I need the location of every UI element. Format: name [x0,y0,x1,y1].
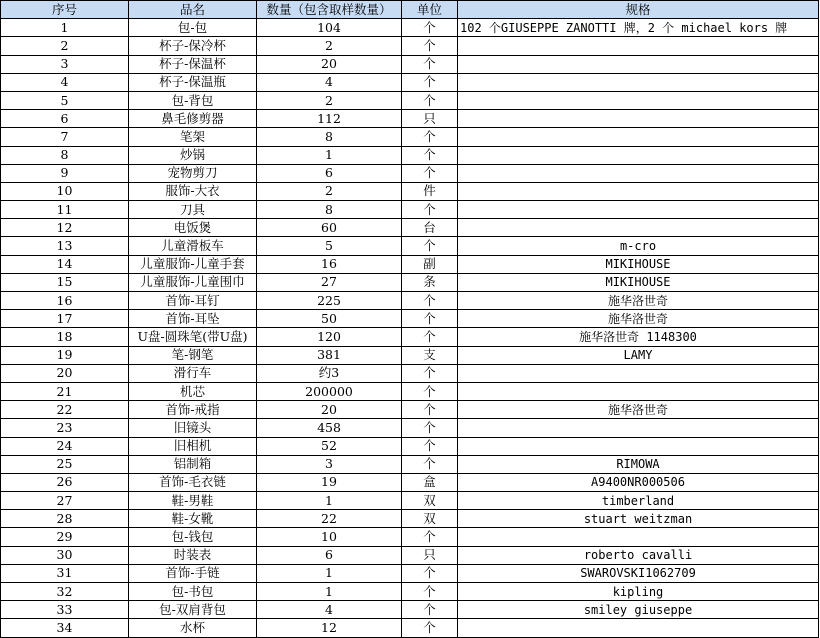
cell-spec[interactable]: 102 个GIUSEPPE ZANOTTI 牌，2 个 michael kors 牌 [458,19,819,37]
cell-spec[interactable]: m-cro [458,237,819,255]
cell-unit[interactable]: 个 [402,401,458,419]
cell-name[interactable]: 包-双肩背包 [129,601,257,619]
cell-no[interactable]: 28 [1,510,129,528]
cell-spec[interactable] [458,528,819,546]
cell-no[interactable]: 10 [1,182,129,200]
cell-qty[interactable]: 5 [257,237,402,255]
cell-qty[interactable]: 2 [257,91,402,109]
cell-qty[interactable]: 12 [257,619,402,637]
cell-no[interactable]: 33 [1,601,129,619]
table-row [1,292,819,310]
cell-spec[interactable] [458,91,819,109]
table-row [1,201,819,219]
cell-unit[interactable]: 个 [402,55,458,73]
cell-spec[interactable] [458,382,819,400]
cell-name[interactable]: 刀具 [129,201,257,219]
cell-name[interactable]: 滑行车 [129,364,257,382]
cell-spec[interactable]: roberto cavalli [458,546,819,564]
cell-unit[interactable]: 只 [402,110,458,128]
table-row [1,164,819,182]
cell-name[interactable]: 旧镜头 [129,419,257,437]
cell-unit[interactable]: 个 [402,382,458,400]
cell-unit[interactable]: 只 [402,546,458,564]
cell-no[interactable]: 11 [1,201,129,219]
cell-no[interactable]: 19 [1,346,129,364]
cell-qty[interactable]: 20 [257,55,402,73]
cell-name[interactable]: 包-书包 [129,583,257,601]
table-row [1,346,819,364]
header-name[interactable]: 品名 [129,1,257,19]
cell-name[interactable]: 儿童服饰-儿童围巾 [129,273,257,291]
cell-qty[interactable]: 约3 [257,364,402,382]
cell-unit[interactable]: 个 [402,328,458,346]
cell-unit[interactable]: 台 [402,219,458,237]
cell-spec[interactable] [458,219,819,237]
cell-unit[interactable]: 条 [402,273,458,291]
header-row [1,1,819,19]
cell-no[interactable]: 2 [1,37,129,55]
cell-qty[interactable]: 6 [257,546,402,564]
cell-unit[interactable]: 副 [402,255,458,273]
table-row [1,219,819,237]
table-row [1,401,819,419]
cell-no[interactable]: 17 [1,310,129,328]
cell-name[interactable]: 包-包 [129,19,257,37]
cell-name[interactable]: 首饰-耳钉 [129,292,257,310]
table-row [1,583,819,601]
cell-spec[interactable]: timberland [458,492,819,510]
table-row [1,364,819,382]
cell-unit[interactable]: 个 [402,237,458,255]
cell-no[interactable]: 13 [1,237,129,255]
cell-no[interactable]: 18 [1,328,129,346]
cell-qty[interactable]: 52 [257,437,402,455]
cell-unit[interactable]: 个 [402,583,458,601]
cell-spec[interactable] [458,55,819,73]
cell-qty[interactable]: 381 [257,346,402,364]
cell-name[interactable]: 宠物剪刀 [129,164,257,182]
cell-qty[interactable]: 2 [257,37,402,55]
cell-no[interactable]: 4 [1,73,129,91]
cell-no[interactable]: 27 [1,492,129,510]
cell-spec[interactable]: MIKIHOUSE [458,273,819,291]
cell-qty[interactable]: 8 [257,201,402,219]
cell-no[interactable]: 9 [1,164,129,182]
cell-no[interactable]: 31 [1,564,129,582]
table-row [1,510,819,528]
cell-spec[interactable] [458,182,819,200]
cell-unit[interactable]: 支 [402,346,458,364]
header-qty[interactable]: 数量（包含取样数量） [257,1,402,19]
cell-unit[interactable]: 个 [402,619,458,637]
cell-qty[interactable]: 16 [257,255,402,273]
cell-qty[interactable]: 112 [257,110,402,128]
cell-unit[interactable]: 个 [402,528,458,546]
cell-no[interactable]: 8 [1,146,129,164]
cell-spec[interactable] [458,419,819,437]
table-row [1,91,819,109]
cell-unit[interactable]: 件 [402,182,458,200]
cell-name[interactable]: 笔-钢笔 [129,346,257,364]
cell-spec[interactable]: A9400NR000506 [458,473,819,491]
cell-unit[interactable]: 个 [402,455,458,473]
cell-unit[interactable]: 个 [402,437,458,455]
cell-unit[interactable]: 个 [402,364,458,382]
table-row [1,419,819,437]
table-row [1,37,819,55]
cell-qty[interactable]: 458 [257,419,402,437]
table-row [1,55,819,73]
cell-name[interactable]: 鞋-女靴 [129,510,257,528]
cell-name[interactable]: 笔架 [129,128,257,146]
table-row [1,73,819,91]
cell-qty[interactable]: 20 [257,401,402,419]
cell-unit[interactable]: 个 [402,73,458,91]
cell-qty[interactable]: 1 [257,492,402,510]
header-spec[interactable]: 规格 [458,1,819,19]
cell-no[interactable]: 16 [1,292,129,310]
cell-spec[interactable] [458,146,819,164]
cell-unit[interactable]: 个 [402,419,458,437]
cell-name[interactable]: 首饰-戒指 [129,401,257,419]
cell-qty[interactable]: 1 [257,583,402,601]
cell-name[interactable]: 首饰-手链 [129,564,257,582]
header-no[interactable]: 序号 [1,1,129,19]
cell-qty[interactable]: 4 [257,73,402,91]
cell-name[interactable]: 铝制箱 [129,455,257,473]
cell-spec[interactable]: 施华洛世奇 1148300 [458,328,819,346]
table-row [1,492,819,510]
cell-spec[interactable]: SWAROVSKI1062709 [458,564,819,582]
table-row [1,255,819,273]
cell-no[interactable]: 7 [1,128,129,146]
cell-qty[interactable]: 27 [257,273,402,291]
table-row [1,455,819,473]
cell-spec[interactable]: LAMY [458,346,819,364]
cell-qty[interactable]: 4 [257,601,402,619]
cell-unit[interactable]: 个 [402,146,458,164]
cell-no[interactable]: 32 [1,583,129,601]
cell-name[interactable]: 机芯 [129,382,257,400]
cell-no[interactable]: 3 [1,55,129,73]
cell-qty[interactable]: 1 [257,146,402,164]
table-row [1,146,819,164]
cell-spec[interactable]: stuart weitzman [458,510,819,528]
cell-spec[interactable] [458,110,819,128]
cell-name[interactable]: 杯子-保冷杯 [129,37,257,55]
table-row [1,237,819,255]
cell-spec[interactable] [458,201,819,219]
cell-no[interactable]: 29 [1,528,129,546]
cell-spec[interactable]: smiley giuseppe [458,601,819,619]
cell-name[interactable]: 包-钱包 [129,528,257,546]
cell-unit[interactable]: 个 [402,91,458,109]
table-row [1,19,819,37]
cell-name[interactable]: 包-背包 [129,91,257,109]
cell-no[interactable]: 14 [1,255,129,273]
cell-unit[interactable]: 个 [402,19,458,37]
cell-unit[interactable]: 双 [402,492,458,510]
cell-spec[interactable]: 施华洛世奇 [458,401,819,419]
table-row [1,601,819,619]
cell-qty[interactable]: 8 [257,128,402,146]
cell-no[interactable]: 22 [1,401,129,419]
cell-spec[interactable] [458,164,819,182]
cell-qty[interactable]: 120 [257,328,402,346]
table-row [1,382,819,400]
cell-name[interactable]: 鼻毛修剪器 [129,110,257,128]
cell-qty[interactable]: 60 [257,219,402,237]
cell-unit[interactable]: 个 [402,601,458,619]
table-row [1,128,819,146]
cell-no[interactable]: 1 [1,19,129,37]
cell-no[interactable]: 24 [1,437,129,455]
cell-no[interactable]: 25 [1,455,129,473]
cell-spec[interactable] [458,128,819,146]
cell-qty[interactable]: 2 [257,182,402,200]
cell-qty[interactable]: 50 [257,310,402,328]
cell-no[interactable]: 23 [1,419,129,437]
cell-name[interactable]: 杯子-保温杯 [129,55,257,73]
table-row [1,182,819,200]
table-row [1,564,819,582]
table-row [1,437,819,455]
cell-unit[interactable]: 个 [402,292,458,310]
cell-spec[interactable] [458,437,819,455]
cell-no[interactable]: 26 [1,473,129,491]
cell-unit[interactable]: 个 [402,310,458,328]
cell-qty[interactable]: 22 [257,510,402,528]
table-row [1,546,819,564]
cell-no[interactable]: 34 [1,619,129,637]
cell-unit[interactable]: 个 [402,37,458,55]
cell-unit[interactable]: 个 [402,164,458,182]
cell-no[interactable]: 20 [1,364,129,382]
cell-unit[interactable]: 个 [402,201,458,219]
cell-name[interactable]: 儿童服饰-儿童手套 [129,255,257,273]
cell-unit[interactable]: 个 [402,564,458,582]
table-row [1,528,819,546]
cell-name[interactable]: 首饰-耳坠 [129,310,257,328]
table-row [1,273,819,291]
cell-name[interactable]: 儿童滑板车 [129,237,257,255]
table-row [1,310,819,328]
cell-no[interactable]: 15 [1,273,129,291]
table-row [1,328,819,346]
cell-spec[interactable]: 施华洛世奇 [458,292,819,310]
cell-spec[interactable]: RIMOWA [458,455,819,473]
cell-unit[interactable]: 个 [402,128,458,146]
table-row [1,473,819,491]
cell-unit[interactable]: 双 [402,510,458,528]
cell-qty[interactable]: 19 [257,473,402,491]
cell-spec[interactable] [458,73,819,91]
cell-unit[interactable]: 盒 [402,473,458,491]
cell-name[interactable]: 炒锅 [129,146,257,164]
cell-name[interactable]: 服饰-大衣 [129,182,257,200]
cell-qty[interactable]: 1 [257,564,402,582]
cell-qty[interactable]: 104 [257,19,402,37]
cell-spec[interactable]: MIKIHOUSE [458,255,819,273]
cell-qty[interactable]: 10 [257,528,402,546]
cell-name[interactable]: 鞋-男鞋 [129,492,257,510]
cell-qty[interactable]: 225 [257,292,402,310]
cell-no[interactable]: 30 [1,546,129,564]
cell-name[interactable]: 首饰-毛衣链 [129,473,257,491]
cell-qty[interactable]: 200000 [257,382,402,400]
cell-no[interactable]: 6 [1,110,129,128]
cell-no[interactable]: 21 [1,382,129,400]
cell-spec[interactable] [458,364,819,382]
cell-name[interactable]: 杯子-保温瓶 [129,73,257,91]
table-row [1,110,819,128]
cell-spec[interactable] [458,37,819,55]
cell-no[interactable]: 5 [1,91,129,109]
cell-name[interactable]: 水杯 [129,619,257,637]
header-unit[interactable]: 单位 [402,1,458,19]
cell-no[interactable]: 12 [1,219,129,237]
cell-spec[interactable]: kipling [458,583,819,601]
cell-qty[interactable]: 6 [257,164,402,182]
cell-name[interactable]: 时装表 [129,546,257,564]
cell-name[interactable]: U盘-圆珠笔(带U盘) [129,328,257,346]
cell-qty[interactable]: 3 [257,455,402,473]
table-row [1,619,819,637]
cell-name[interactable]: 旧相机 [129,437,257,455]
cell-spec[interactable]: 施华洛世奇 [458,310,819,328]
cell-spec[interactable] [458,619,819,637]
cell-name[interactable]: 电饭煲 [129,219,257,237]
